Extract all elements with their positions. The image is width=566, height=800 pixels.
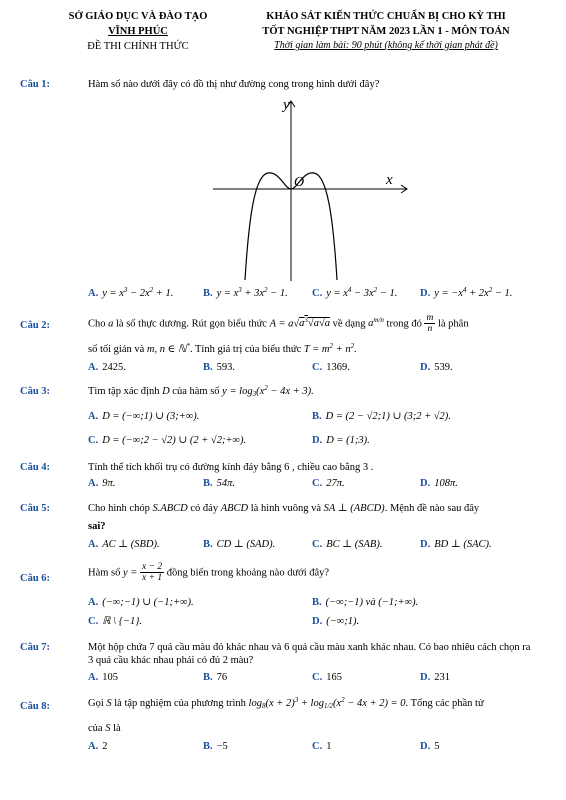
q2-option-b[interactable]: B. 593. (203, 362, 236, 373)
q6-option-c[interactable]: C. ℝ \ {−1}. (88, 616, 143, 627)
q8-option-d[interactable]: D. 5 (420, 741, 440, 752)
q7-option-d[interactable]: D. 231 (420, 672, 450, 683)
graph-y-label: y (283, 97, 290, 113)
question-2-label: Câu 2: (20, 320, 51, 331)
question-8-text-line2: của S là (88, 723, 121, 734)
q2-option-a[interactable]: A. 2425. (88, 362, 126, 373)
province-name: VĨNH PHÚC (108, 26, 168, 37)
q3-option-a[interactable]: A. D = (−∞;1) ∪ (3;+∞). (88, 411, 200, 422)
question-3-label: Câu 3: (20, 386, 51, 397)
question-4-text: Tính thể tích khối trụ có đường kính đáy bằng 6 , chiều cao bằng 3 . (88, 462, 374, 473)
exam-time: Thời gian làm bài: 90 phút (không kể thời gian phát đề) (274, 40, 498, 51)
q8-option-b[interactable]: B. −5 (203, 741, 228, 752)
exam-title-line2: TỐT NGHIỆP THPT NĂM 2023 LẦN 1 - MÔN TOÁN (262, 26, 510, 37)
question-7-text: Một hộp chứa 7 quả cầu màu đỏ khác nhau và 6 quả cầu màu xanh khác nhau. Có bao nhiêu cách chọn ra 3 quả cầu khác nhau phải có đủ 2 màu? (88, 642, 531, 667)
q6-option-b[interactable]: B. (−∞;−1) và (−1;+∞). (312, 597, 419, 608)
question-8-label: Câu 8: (20, 701, 51, 712)
question-4-label: Câu 4: (20, 462, 51, 473)
question-1-label: Câu 1: (20, 79, 51, 90)
q4-option-a[interactable]: A. 9π. (88, 478, 116, 489)
q3-option-d[interactable]: D. D = (1;3). (312, 435, 370, 446)
q4-option-c[interactable]: C. 27π. (312, 478, 345, 489)
exam-title-line1: KHẢO SÁT KIẾN THỨC CHUẨN BỊ CHO KỲ THI (266, 11, 506, 22)
question-8-text: Gọi S là tập nghiệm của phương trình $\log_8(x + 2)^3 + \log_{1/2}(x^2 - 4x + 2) = 0$. Tổng các phần tử (88, 696, 484, 710)
question-6-text: Hàm số y = $\frac{x - 2}{x + 1}$ đồng biến trong khoảng nào dưới đây? (88, 562, 330, 584)
q8-option-c[interactable]: C. 1 (312, 741, 332, 752)
q7-option-b[interactable]: B. 76 (203, 672, 228, 683)
question-3-text: Tìm tập xác định D của hàm số $y = \log_3(x^2 - 4x + 3)$. (88, 384, 314, 398)
header-left (48, 10, 228, 55)
question-5-text-sai: sai? (88, 521, 106, 532)
question-6-label: Câu 6: (20, 573, 51, 584)
header-right (236, 10, 536, 55)
q4-option-d[interactable]: D. 108π. (420, 478, 458, 489)
question-5-label: Câu 5: (20, 503, 51, 514)
graph-origin-label: O (294, 175, 305, 190)
q5-option-d[interactable]: D. BD ⊥ (SAC). (420, 539, 492, 550)
q1-option-b[interactable]: B. $y = x^3 + 3x^2 - 1$. (203, 286, 288, 299)
question-7-label: Câu 7: (20, 642, 51, 653)
q1-option-c[interactable]: C. $y = x^4 - 3x^2 - 1$. (312, 286, 398, 299)
question-2-text-line2: số tối giản và m, n ∈ ℕ*. Tính giá trị của biểu thức $T = m^2 + n^2$. (88, 342, 357, 355)
q8-option-a[interactable]: A. 2 (88, 741, 108, 752)
q2-option-d[interactable]: D. 539. (420, 362, 453, 373)
q7-option-a[interactable]: A. 105 (88, 672, 118, 683)
q1-option-d[interactable]: D. $y = -x^4 + 2x^2 - 1$. (420, 286, 513, 299)
q5-option-b[interactable]: B. CD ⊥ (SAD). (203, 539, 276, 550)
official-label: ĐỀ THI CHÍNH THỨC (87, 41, 189, 52)
q6-option-d[interactable]: D. (−∞;1). (312, 616, 360, 627)
q7-option-c[interactable]: C. 165 (312, 672, 342, 683)
q1-option-a[interactable]: A. $y = x^3 - 2x^2 + 1$. (88, 286, 174, 299)
question-5-text: Cho hình chóp S.ABCD có đáy ABCD là hình vuông và SA ⊥ (ABCD). Mệnh đề nào sau đây (88, 503, 480, 514)
dept-name: SỞ GIÁO DỤC VÀ ĐÀO TẠO (68, 11, 208, 22)
question-1-text: Hàm số nào dưới đây có đồ thị như đường cong trong hình dưới đây? (88, 79, 380, 90)
function-graph (205, 95, 415, 285)
q3-option-b[interactable]: B. D = (2 − √2;1) ∪ (3;2 + √2). (312, 411, 451, 422)
q6-option-a[interactable]: A. (−∞;−1) ∪ (−1;+∞). (88, 597, 194, 608)
q4-option-b[interactable]: B. 54π. (203, 478, 236, 489)
q2-option-c[interactable]: C. 1369. (312, 362, 350, 373)
q5-option-a[interactable]: A. AC ⊥ (SBD). (88, 539, 160, 550)
q3-option-c[interactable]: C. D = (−∞;2 − √2) ∪ (2 + √2;+∞). (88, 435, 247, 446)
q5-option-c[interactable]: C. BC ⊥ (SAB). (312, 539, 383, 550)
graph-x-label: x (386, 172, 393, 188)
question-2-text: Cho a là số thực dương. Rút gọn biểu thức $A = a√a^3√a√a$ về dạng $a^{m/n}$ trong đó $\frac{m}{n}$ là phân (88, 313, 469, 335)
